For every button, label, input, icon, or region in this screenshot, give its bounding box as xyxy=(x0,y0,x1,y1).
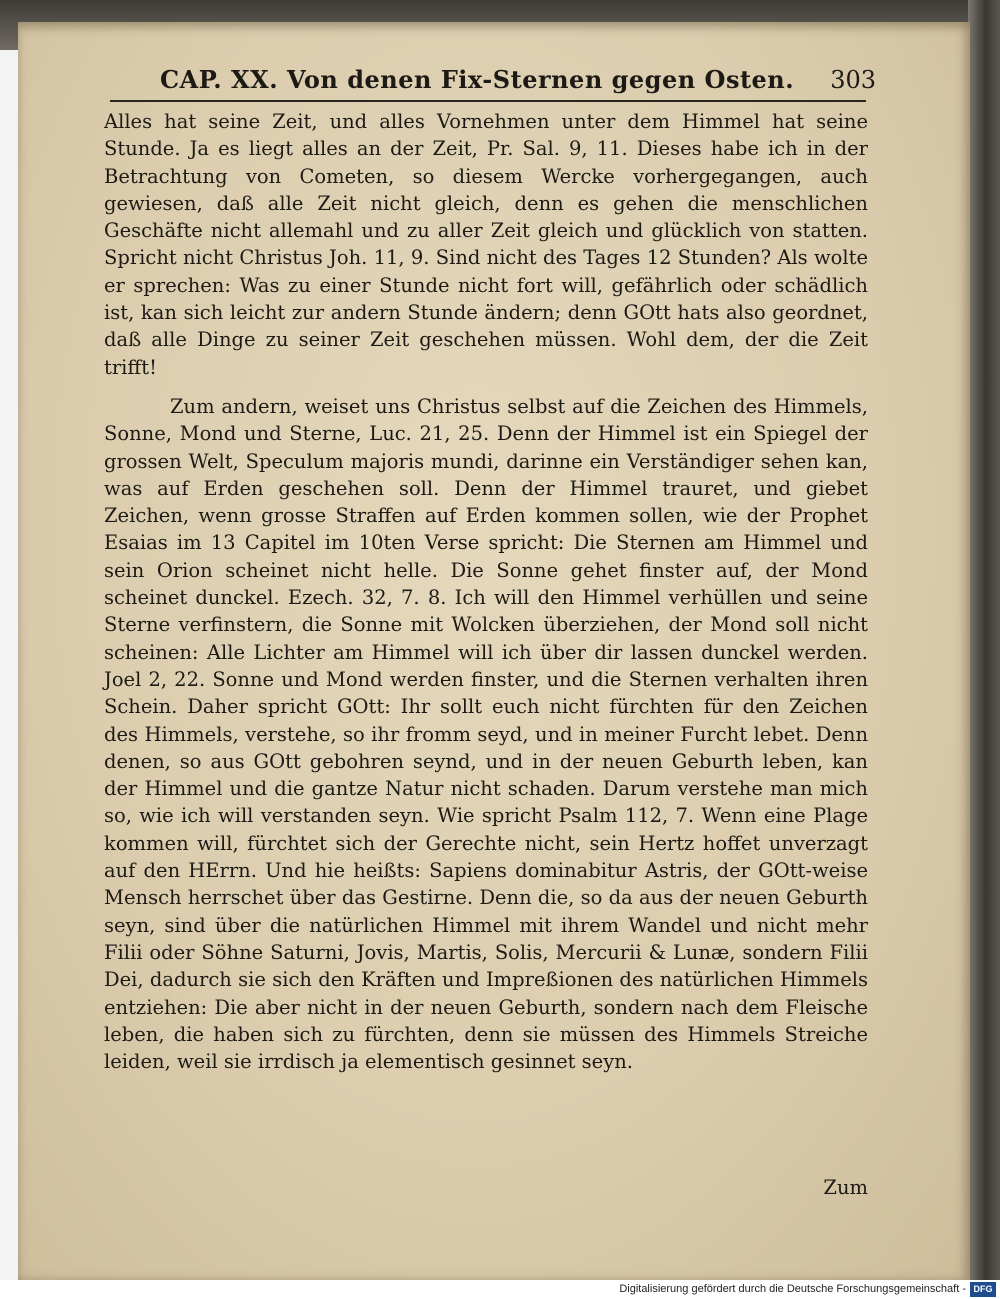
page-header xyxy=(160,62,876,98)
dfg-logo: DFG xyxy=(970,1282,996,1297)
catchword: Zum xyxy=(823,1176,868,1199)
body-text xyxy=(104,108,868,1075)
funding-credit: Digitalisierung gefördert durch die Deutsche Forschungsgemeinschaft - xyxy=(619,1283,966,1295)
running-head: CAP. XX. Von denen Fix-Sternen gegen Osten. xyxy=(160,65,795,94)
digitization-footer xyxy=(0,1280,1000,1299)
paragraph-2: Zum andern, weiset uns Christus selbst auf die Zeichen des Himmels, Sonne, Mond und Sterne, Luc. 21, 25. Denn der Himmel ist ein Spiegel der grossen Welt, Speculum majoris mundi, darinne ein Verständiger sehen kan, was auf Erden geschehen soll. Denn der Himmel trauret, und giebet Zeichen, wenn grosse Straffen auf Erden kommen sollen, wie der Prophet Esaias im 13 Capitel im 10ten Verse spricht: Die Sternen am Himmel und sein Orion scheinet nicht helle. Die Sonne gehet finster auf, der Mond scheinet dunckel. Ezech. 32, 7. 8. Ich will den Himmel verhüllen und seine Sterne verfinstern, die Sonne mit Wolcken überziehen, der Mond soll nicht scheinen: Alle Lichter am Himmel will ich über dir lassen dunckel werden. Joel 2, 22. Sonne und Mond werden finster, und die Sternen verhalten ihren Schein. Daher spricht GOtt: Ihr sollt euch nicht fürchten für den Zeichen des Himmels, verstehe, so ihr fromm seyd, und in meiner Furcht lebet. Denn denen, so aus GOtt gebohren seynd, und in der neuen Geburth leben, kan der Himmel und die gantze Natur nicht schaden. Darum verstehe man mich so, wie ich will verstanden seyn. Wie spricht Psalm 112, 7. Wenn eine Plage kommen will, fürchtet sich der Gerechte nicht, sein Hertz hoffet unverzagt auf den HErrn. Und hie heißts: Sapiens dominabitur Astris, der GOtt-weise Mensch herrschet über das Gestirne. Denn die, so da aus der neuen Geburth seyn, sind über die natürlichen Himmel mit ihrem Wandel und nicht mehr Filii oder Söhne Saturni, Jovis, Martis, Solis, Mercurii & Lunæ, sondern Filii Dei, dadurch sie sich den Kräften und Impreßionen des natürlichen Himmels entziehen: Die aber nicht in der neuen Geburth, sondern nach dem Fleische leben, die haben sich zu fürchten, denn sie müssen des Himmels Streiche leiden, weil sie irrdisch ja elementisch gesinnet seyn. xyxy=(104,394,868,1074)
page-number: 303 xyxy=(830,66,876,94)
paragraph-1: Alles hat seine Zeit, und alles Vornehmen unter dem Himmel hat seine Stunde. Ja es liegt alles an der Zeit, Pr. Sal. 9, 11. Dieses habe ich in der Betrachtung von Cometen, so diesem Wercke vorhergegangen, auch gewiesen, daß alle Zeit nicht gleich, denn es gehen die menschlichen Geschäfte nicht allemahl und zu aller Zeit gleich und glücklich von statten. Spricht nicht Christus Joh. 11, 9. Sind nicht des Tages 12 Stunden? Als wolte er sprechen: Was zu einer Stunde nicht fort will, gefährlich oder schädlich ist, kan sich leicht zur andern Stunde ändern; denn GOtt hats also geordnet, daß alle Dinge zu seiner Zeit geschehen müssen. Wohl dem, der die Zeit trifft! xyxy=(104,110,868,379)
header-rule xyxy=(110,100,866,102)
